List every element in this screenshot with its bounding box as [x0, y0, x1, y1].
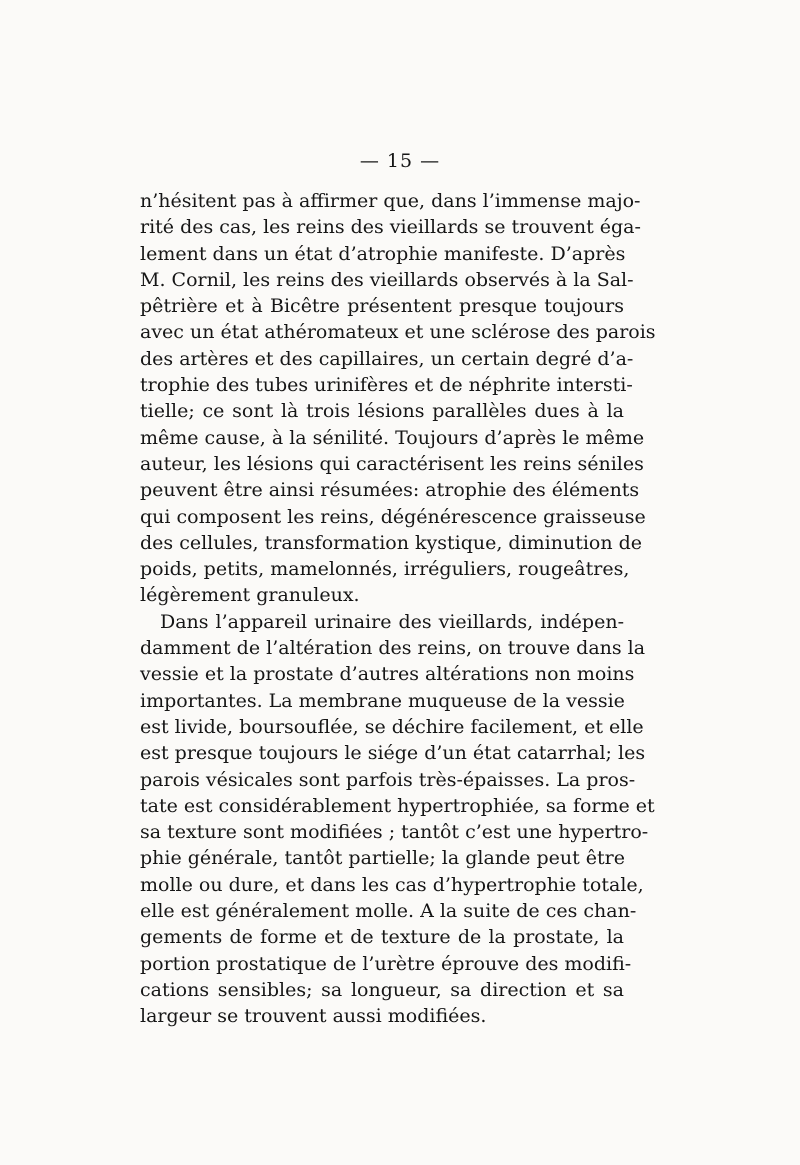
text-line: trophie des tubes urinifères et de néphrite intersti- [140, 374, 633, 397]
text-line: cations sensibles; sa longueur, sa direction et sa [140, 978, 624, 1001]
text-line: portion prostatique de l’urètre éprouve des modifi- [140, 952, 632, 975]
text-line: même cause, à la sénilité. Toujours d’après le même [140, 426, 645, 449]
text-line: légèrement granuleux. [140, 584, 360, 607]
text-line: avec un état athéromateux et une sclérose des parois [140, 321, 656, 344]
text-line: elle est généralement molle. A la suite de ces chan- [140, 900, 637, 923]
text-line: rité des cas, les reins des vieillards se trouvent éga- [140, 216, 641, 239]
text-line: n’hésitent pas à affirmer que, dans l’immense majo- [140, 190, 641, 212]
text-line: lement dans un état d’atrophie manifeste. D’après [140, 242, 626, 265]
text-line: poids, petits, mamelonnés, irréguliers, rougeâtres, [140, 558, 630, 581]
page-number: — 15 — [359, 150, 441, 172]
text-line: peuvent être ainsi résumées: atrophie des éléments [140, 479, 640, 502]
text-line: importantes. La membrane muqueuse de la vessie [140, 689, 625, 712]
body-text [140, 188, 656, 1030]
text-line: tate est considérablement hypertrophiée, sa forme et [140, 794, 655, 817]
text-line: pêtrière et à Bicêtre présentent presque toujours [140, 295, 624, 318]
text-line: des artères et des capillaires, un certain degré d’a- [140, 347, 634, 370]
text-line: Dans l’appareil urinaire des vieillards, indépen- [160, 610, 624, 633]
text-line: auteur, les lésions qui caractérisent les reins séniles [140, 452, 644, 475]
text-line: des cellules, transformation kystique, diminution de [140, 531, 643, 554]
text-line: qui composent les reins, dégénérescence graisseuse [140, 505, 646, 528]
text-line: damment de l’altération des reins, on trouve dans la [140, 637, 646, 660]
text-line: vessie et la prostate d’autres altérations non moins [140, 663, 635, 686]
text-line: sa texture sont modifiées ; tantôt c’est une hypertro- [140, 821, 649, 844]
paragraph-1 [140, 188, 656, 609]
text-line: est livide, boursouflée, se déchire facilement, et elle [140, 715, 644, 738]
text-line: molle ou dure, et dans les cas d’hypertrophie totale, [140, 873, 644, 896]
text-line: M. Cornil, les reins des vieillards observés à la Sal- [140, 268, 634, 291]
text-line: phie générale, tantôt partielle; la glande peut être [140, 847, 625, 870]
text-line: largeur se trouvent aussi modifiées. [140, 1005, 487, 1028]
text-line: est presque toujours le siége d’un état catarrhal; les [140, 742, 646, 765]
text-line: parois vésicales sont parfois très-épaisses. La pros- [140, 768, 636, 791]
text-line: tielle; ce sont là trois lésions parallèles dues à la [140, 400, 624, 423]
text-line: gements de forme et de texture de la prostate, la [140, 926, 624, 949]
paragraph-2 [140, 609, 655, 1030]
